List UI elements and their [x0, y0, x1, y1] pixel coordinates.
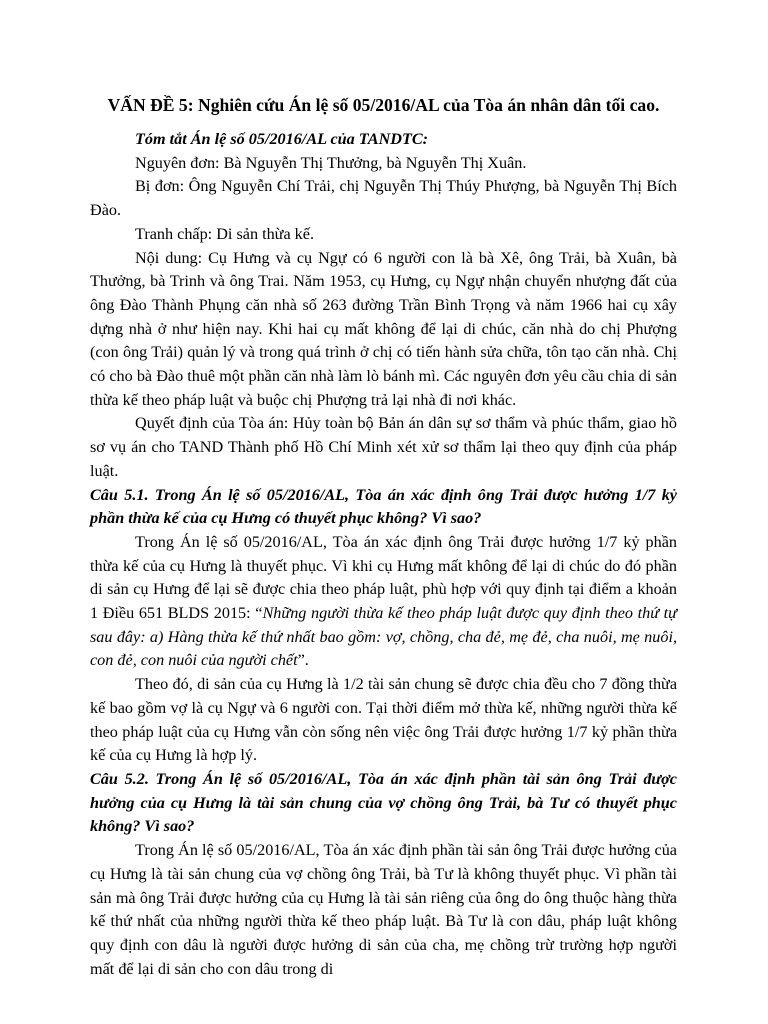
content-paragraph: Nội dung: Cụ Hưng và cụ Ngự có 6 người con là bà Xê, ông Trải, bà Xuân, bà Thưởng, bà Trinh và ông Trai. Năm 1953, cụ Hưng, cụ Ngự nhận chuyển nhượng đất của ông Đào Thành Phụng căn nhà số 263 đường Trần Bình Trọng và năm 1966 hai cụ xây dựng nhà ở như hiện nay. Khi hai cụ mất không để lại di chúc, căn nhà do chị Phượng (con ông Trải) quản lý và trong quá trình ở chị có tiến hành sửa chữa, tôn tạo căn nhà. Chị có cho bà Đào thuê một phần căn nhà làm lò bánh mì. Các nguyên đơn yêu cầu chia di sản thừa kế theo pháp luật và buộc chị Phượng trả lại nhà đi nơi khác. — [90, 248, 677, 409]
defendant-paragraph: Bị đơn: Ông Nguyễn Chí Trải, chị Nguyễn Thị Thúy Phượng, bà Nguyễn Thị Bích Đào. — [90, 177, 677, 220]
document-page — [90, 93, 677, 981]
plaintiff-paragraph: Nguyên đơn: Bà Nguyễn Thị Thưởng, bà Nguyễn Thị Xuân. — [135, 153, 527, 172]
decision-paragraph: Quyết định của Tòa án: Hủy toàn bộ Bản án dân sự sơ thẩm và phúc thẩm, giao hồ sơ vụ án cho TAND Thành phố Hồ Chí Minh xét xử sơ thẩm lại theo quy định của pháp luật. — [90, 414, 677, 480]
dispute-paragraph: Tranh chấp: Di sản thừa kế. — [135, 224, 315, 243]
answer-5-1-end: ”. — [297, 651, 309, 670]
question-5-2: Câu 5.2. Trong Án lệ số 05/2016/AL, Tòa án xác định phần tài sản ông Trải được hưởng của cụ Hưng là tài sản chung của vợ chồng ông Trải, bà Tư có thuyết phục không? Vì sao? — [90, 769, 677, 836]
question-5-1: Câu 5.1. Trong Án lệ số 05/2016/AL, Tòa án xác định ông Trải được hưởng 1/7 kỷ phần thừa kế của cụ Hưng có thuyết phục không? Vì sao? — [90, 485, 677, 528]
answer-5-2-paragraph: Trong Án lệ số 05/2016/AL, Tòa án xác định phần tài sản ông Trải được hưởng của cụ Hưng là tài sản chung của vợ chồng ông Trải, bà Tư là không thuyết phục. Vì phần tài sản mà ông Trải được hưởng của cụ Hưng là tài sản riêng của ông do ông thuộc hàng thừa kế thứ nhất của những người thừa kế theo pháp luật. Bà Tư là con dâu, pháp luật không quy định con dâu là người được hưởng di sản của cha, mẹ chồng trừ trường hợp người mất để lại di sản cho con dâu trong di — [90, 841, 677, 978]
answer-5-1-paragraph — [90, 531, 677, 673]
answer-5-1-second-paragraph: Theo đó, di sản của cụ Hưng là 1/2 tài sản chung sẽ được chia đều cho 7 đồng thừa kế bao gồm vợ là cụ Ngự và 6 người con. Tại thời điểm mở thừa kế, những người thừa kế theo pháp luật của cụ Hưng vẫn còn sống nên việc ông Trải được hưởng 1/7 kỷ phần thừa kế của cụ Hưng là hợp lý. — [90, 675, 677, 765]
answer-5-1-quote: Những người thừa kế theo pháp luật được quy định theo thứ tự sau đây: a) Hàng thừa kế thứ nhất bao gồm: vợ, chồng, cha đẻ, mẹ đẻ, cha nuôi, mẹ nuôi, con đẻ, con nuôi của người chết — [90, 604, 677, 670]
page-title: VẤN ĐỀ 5: Nghiên cứu Án lệ số 05/2016/AL của Tòa án nhân dân tối cao. — [107, 95, 660, 115]
summary-heading — [90, 128, 677, 152]
summary-heading-text: Tóm tắt Án lệ số 05/2016/AL của TANDTC: — [135, 130, 429, 148]
answer-5-1-intro: Trong Án lệ số 05/2016/AL, Tòa án xác định ông Trải được hưởng 1/7 kỷ phần thừa kế của cụ Hưng là thuyết phục. Vì khi cụ Hưng mất không để lại di chúc do đó phần di sản cụ Hưng để lại sẽ được chia theo pháp luật, phù hợp với quy định tại điểm a khoản 1 Điều 651 BLDS 2015: “ — [90, 532, 677, 623]
